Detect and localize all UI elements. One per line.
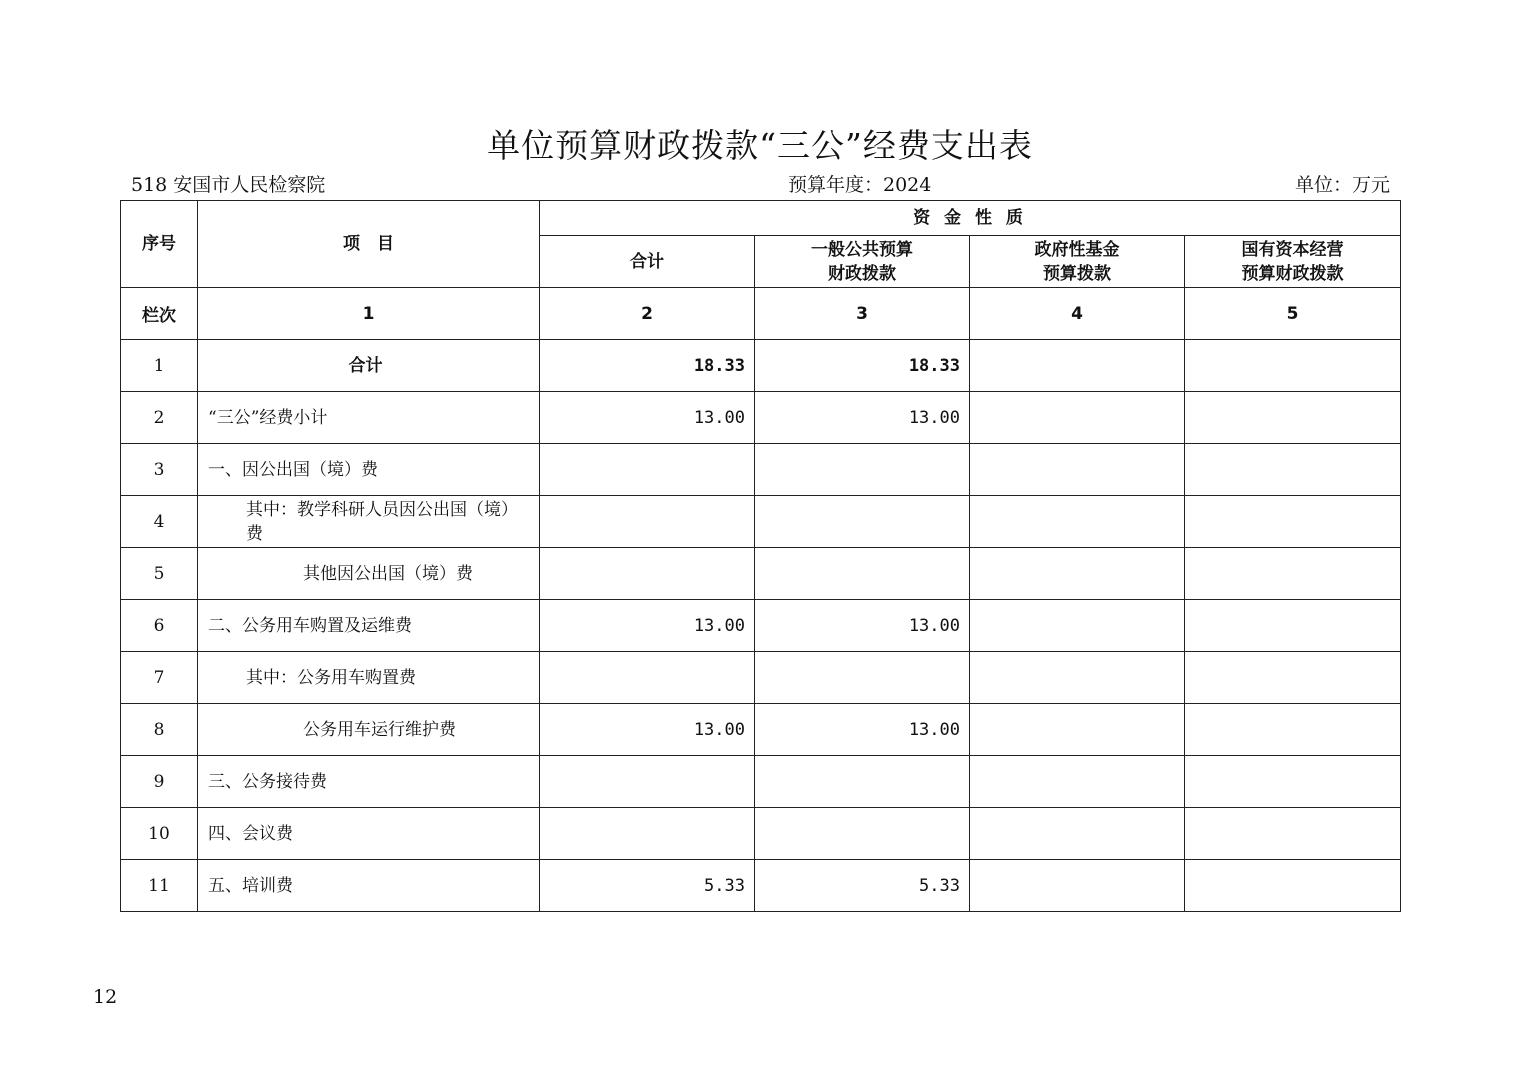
row-general — [755, 496, 970, 548]
row-general: 13.00 — [755, 392, 970, 444]
row-total: 5.33 — [540, 860, 755, 912]
colnum-3: 3 — [755, 288, 970, 340]
row-no: 6 — [121, 600, 198, 652]
row-total: 13.00 — [540, 392, 755, 444]
row-general — [755, 548, 970, 600]
row-item: 其中：公务用车购置费 — [198, 652, 540, 704]
row-stateowned — [1185, 444, 1401, 496]
row-general: 13.00 — [755, 600, 970, 652]
budget-year: 预算年度：2024 — [788, 174, 932, 196]
page-title: 单位预算财政拨款“三公”经费支出表 — [487, 126, 1033, 165]
row-no: 5 — [121, 548, 198, 600]
currency-unit: 单位：万元 — [1294, 174, 1390, 196]
row-item: 四、会议费 — [198, 808, 540, 860]
row-no: 3 — [121, 444, 198, 496]
row-no: 7 — [121, 652, 198, 704]
row-item: 二、公务用车购置及运维费 — [198, 600, 540, 652]
row-item: 公务用车运行维护费 — [198, 704, 540, 756]
row-item: 其他因公出国（境）费 — [198, 548, 540, 600]
row-no: 9 — [121, 756, 198, 808]
header-row-1 — [121, 201, 1401, 236]
row-no: 11 — [121, 860, 198, 912]
table-row — [121, 548, 1401, 600]
colnum-4: 4 — [970, 288, 1185, 340]
expense-table — [120, 200, 1401, 912]
header-stateowned-line1: 国有资本经营 — [1241, 239, 1344, 260]
row-govfund — [970, 808, 1185, 860]
row-govfund — [970, 652, 1185, 704]
header-stateowned-line2: 预算财政拨款 — [1241, 263, 1344, 284]
row-total: 13.00 — [540, 704, 755, 756]
page-number: 12 — [93, 986, 118, 1008]
row-general — [755, 808, 970, 860]
row-no: 4 — [121, 496, 198, 548]
colnum-1: 1 — [198, 288, 540, 340]
table-row — [121, 600, 1401, 652]
row-stateowned — [1185, 340, 1401, 392]
table-row — [121, 756, 1401, 808]
header-seq: 序号 — [121, 201, 198, 288]
row-stateowned — [1185, 600, 1401, 652]
row-general — [755, 444, 970, 496]
row-item: 五、培训费 — [198, 860, 540, 912]
column-number-row — [121, 288, 1401, 340]
row-stateowned — [1185, 652, 1401, 704]
header-general-line2: 财政拨款 — [828, 263, 896, 284]
header-item: 项 目 — [198, 201, 540, 288]
header-total: 合计 — [540, 236, 755, 288]
row-general: 18.33 — [755, 340, 970, 392]
row-general — [755, 652, 970, 704]
row-govfund — [970, 548, 1185, 600]
table-row — [121, 444, 1401, 496]
table-row — [121, 704, 1401, 756]
table-row — [121, 860, 1401, 912]
row-govfund — [970, 704, 1185, 756]
row-total — [540, 652, 755, 704]
header-state-owned — [1185, 236, 1401, 288]
row-item: 合计 — [198, 340, 540, 392]
row-no: 10 — [121, 808, 198, 860]
colnum-label: 栏次 — [121, 288, 198, 340]
row-no: 8 — [121, 704, 198, 756]
row-item: “三公”经费小计 — [198, 392, 540, 444]
row-govfund — [970, 860, 1185, 912]
table-row — [121, 392, 1401, 444]
row-item: 三、公务接待费 — [198, 756, 540, 808]
row-govfund — [970, 392, 1185, 444]
row-total: 13.00 — [540, 600, 755, 652]
table-row — [121, 652, 1401, 704]
row-item: 一、因公出国（境）费 — [198, 444, 540, 496]
row-general: 5.33 — [755, 860, 970, 912]
header-fund-nature: 资 金 性 质 — [540, 201, 1401, 236]
header-govfund-line2: 预算拨款 — [1043, 263, 1111, 284]
row-total — [540, 444, 755, 496]
row-stateowned — [1185, 704, 1401, 756]
header-general-budget — [755, 236, 970, 288]
row-total — [540, 496, 755, 548]
row-total: 18.33 — [540, 340, 755, 392]
row-govfund — [970, 444, 1185, 496]
row-stateowned — [1185, 548, 1401, 600]
row-govfund — [970, 756, 1185, 808]
row-govfund — [970, 600, 1185, 652]
row-total — [540, 808, 755, 860]
table-row — [121, 340, 1401, 392]
row-general — [755, 756, 970, 808]
row-stateowned — [1185, 496, 1401, 548]
colnum-5: 5 — [1185, 288, 1401, 340]
row-total — [540, 548, 755, 600]
table-row — [121, 808, 1401, 860]
row-stateowned — [1185, 860, 1401, 912]
row-no: 1 — [121, 340, 198, 392]
row-no: 2 — [121, 392, 198, 444]
unit-name: 518 安国市人民检察院 — [131, 174, 326, 196]
row-govfund — [970, 496, 1185, 548]
row-govfund — [970, 340, 1185, 392]
header-gov-fund — [970, 236, 1185, 288]
colnum-2: 2 — [540, 288, 755, 340]
row-item: 其中：教学科研人员因公出国（境）费 — [198, 496, 540, 548]
row-general: 13.00 — [755, 704, 970, 756]
header-govfund-line1: 政府性基金 — [1034, 239, 1120, 260]
row-stateowned — [1185, 392, 1401, 444]
header-general-line1: 一般公共预算 — [811, 239, 913, 260]
row-stateowned — [1185, 756, 1401, 808]
row-total — [540, 756, 755, 808]
row-stateowned — [1185, 808, 1401, 860]
table-row — [121, 496, 1401, 548]
